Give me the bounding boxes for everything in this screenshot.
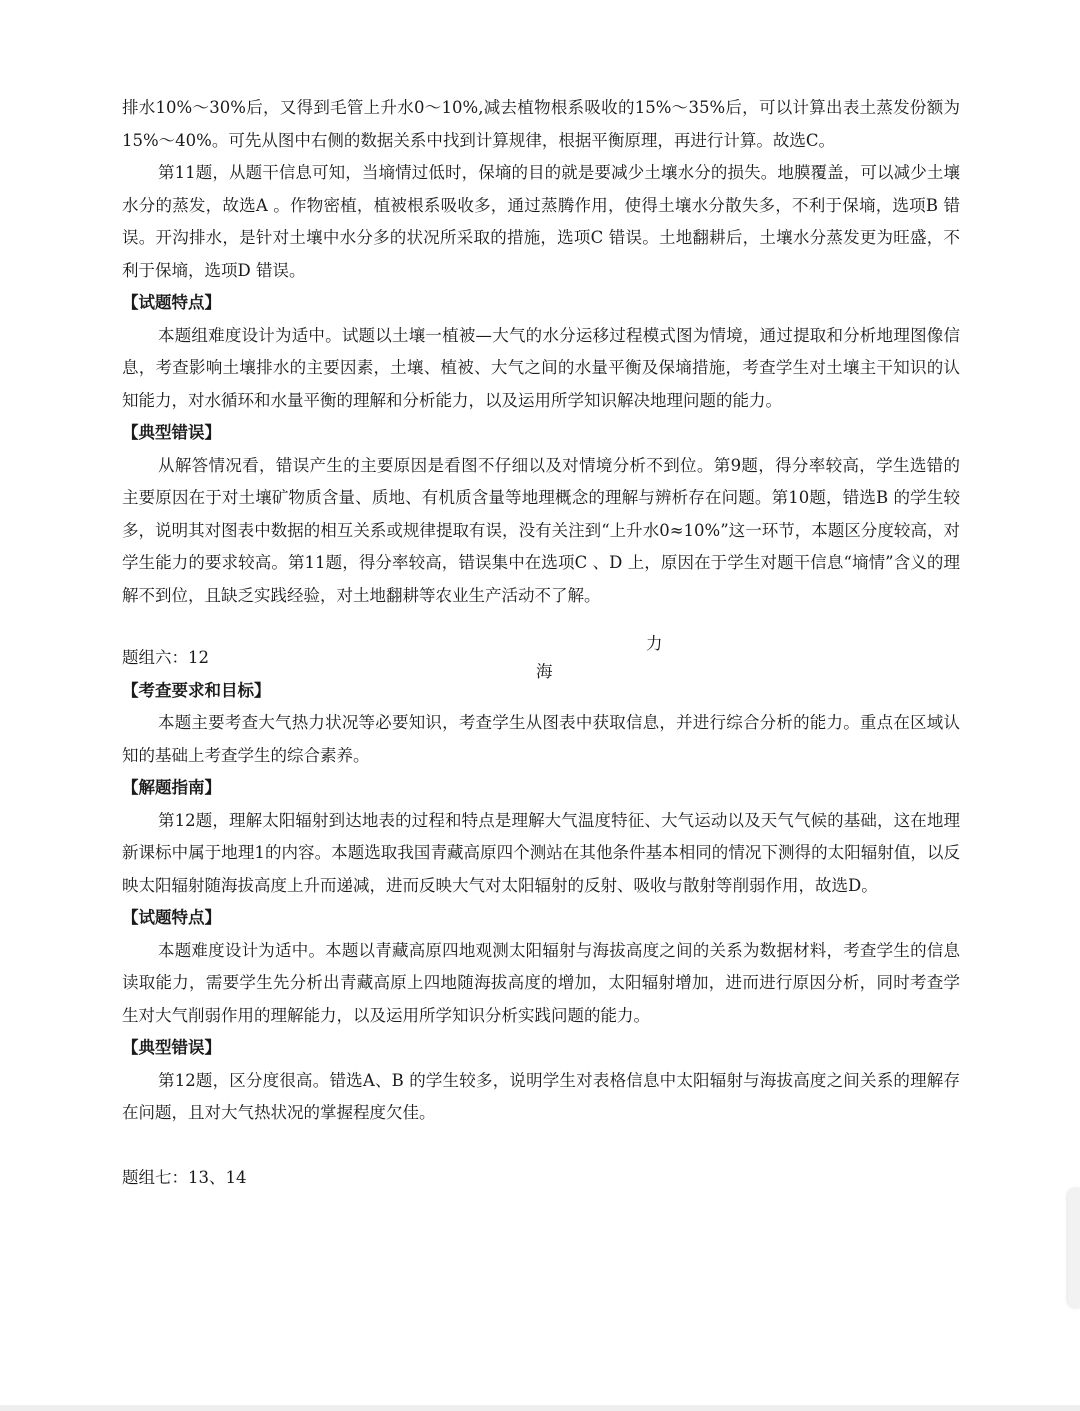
paragraph-guide: 第12题，理解太阳辐射到达地表的过程和特点是理解大气温度特征、大气运动以及天气气候的基础，这在地理新课标中属于地理1的内容。本题选取我国青藏高原四个测站在其他条件基本相同的情况下测得的太阳辐射值，以反映太阳辐射随海拔高度上升而递减，进而反映大气对太阳辐射的反射、吸收与散射等削弱作用，故选D。	[122, 810, 960, 895]
bottom-edge-bar	[0, 1405, 1080, 1411]
document-page	[122, 92, 960, 1194]
paragraph-q11-analysis: 第11题，从题干信息可知，当墒情过低时，保墒的目的就是要减少土壤水分的损失。地膜覆盖，可以减少土壤水分的蒸发，故选A 。作物密植，植被根系吸收多，通过蒸腾作用，使得土壤水分散失多，不利于保墒，选项B 错误。开沟排水，是针对土壤中水分多的状况所采取的措施，选项C 错误。土地翻耕后，土壤水分蒸发更为旺盛，不利于保墒，选项D 错误。	[122, 163, 960, 280]
paragraph-features-1: 本题组难度设计为适中。试题以土壤一植被—大气的水分运移过程模式图为情境，通过提取和分析地理图像信息，考查影响土壤排水的主要因素，土壤、植被、大气之间的水量平衡及保墒措施，考查学生对土壤主干知识的认知能力，对水循环和水量平衡的理解和分析能力，以及运用所学知识解决地理问题的能力。	[122, 325, 960, 410]
group-seven-label: 题组七：13、14	[122, 1167, 247, 1187]
heading-errors-2: 【典型错误】	[122, 1038, 221, 1057]
stray-char-li: 力	[646, 634, 663, 653]
paragraph-errors-1: 从解答情况看，错误产生的主要原因是看图不仔细以及对情境分析不到位。第9题，得分率较高，学生选错的主要原因在于对土壤矿物质含量、质地、有机质含量等地理概念的理解与辨析存在问题。第10题，错选B 的学生较多，说明其对图表中数据的相互关系或规律提取有误，没有关注到“上升水0≈10%”这一环节，本题区分度较高，对学生能力的要求较高。第11题，得分率较高，错误集中在选项C 、D 上，原因在于学生对题干信息“墒情”含义的理解不到位，且缺乏实践经验，对土地翻耕等农业生产活动不了解。	[122, 455, 960, 605]
paragraph-requirements: 本题主要考查大气热力状况等必要知识，考查学生从图表中获取信息，并进行综合分析的能力。重点在区域认知的基础上考查学生的综合素养。	[122, 713, 960, 765]
paragraph-errors-2: 第12题，区分度很高。错选A、B 的学生较多，说明学生对表格信息中太阳辐射与海拔高度之间关系的理解存在问题，且对大气热状况的掌握程度欠佳。	[122, 1070, 960, 1122]
heading-features-1: 【试题特点】	[122, 293, 221, 312]
heading-guide: 【解题指南】	[122, 778, 221, 797]
stray-char-hai: 海	[536, 662, 553, 681]
heading-features-2: 【试题特点】	[122, 908, 221, 927]
group-six-label	[122, 634, 960, 681]
paragraph-drainage-calc: 排水10%～30%后，又得到毛管上升水0～10%,减去植物根系吸收的15%～35%后，可以计算出表土蒸发份额为15%～40%。可先从图中右侧的数据关系中找到计算规律，根据平衡原理，再进行计算。故选C。	[122, 98, 960, 150]
side-scroll-tab[interactable]	[1068, 1188, 1080, 1308]
group-six-text: 题组六：12	[122, 648, 209, 667]
heading-errors-1: 【典型错误】	[122, 423, 221, 442]
heading-requirements: 【考查要求和目标】	[122, 680, 271, 700]
paragraph-features-2: 本题难度设计为适中。本题以青藏高原四地观测太阳辐射与海拔高度之间的关系为数据材料，考查学生的信息读取能力，需要学生先分析出青藏高原上四地随海拔高度的增加，太阳辐射增加，进而进行原因分析，同时考查学生对大气削弱作用的理解能力，以及运用所学知识分析实践问题的能力。	[122, 940, 960, 1025]
